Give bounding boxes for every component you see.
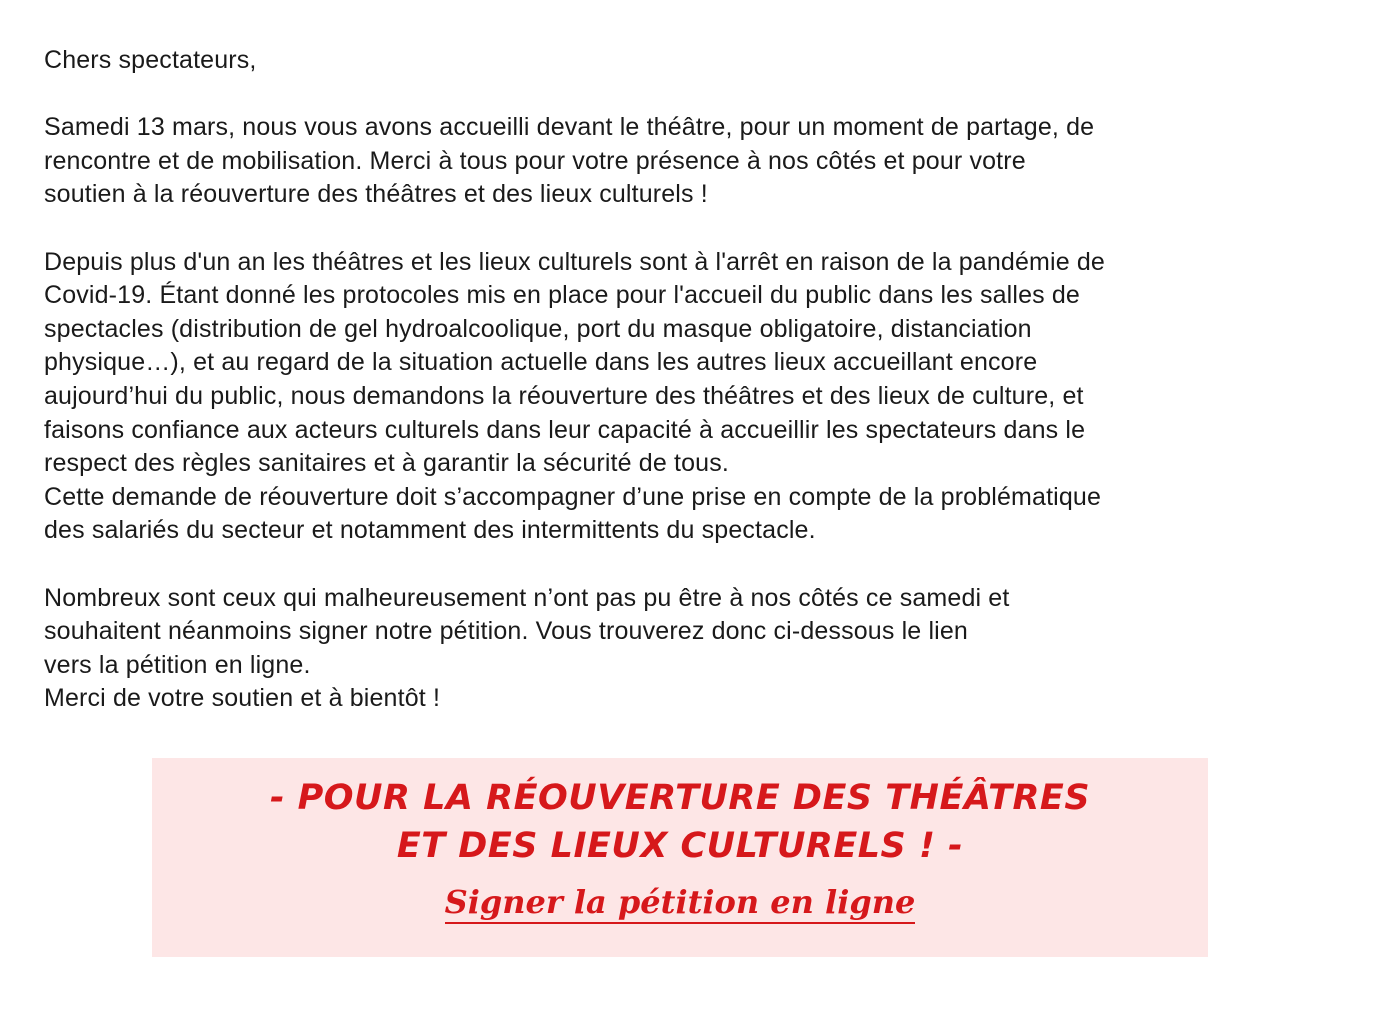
- paragraph-line: aujourd’hui du public, nous demandons la réouverture des théâtres et des lieux de culture, et: [44, 381, 1084, 410]
- paragraph-line: vers la pétition en ligne.: [44, 650, 311, 679]
- banner-title-line-2: ET DES LIEUX CULTURELS ! -: [396, 826, 964, 866]
- letter-body: [44, 44, 1344, 716]
- paragraph-line: spectacles (distribution de gel hydroalcoolique, port du masque obligatoire, distanciation: [44, 314, 1032, 343]
- paragraph-gap: [44, 78, 1344, 112]
- paragraph-gap: [44, 548, 1344, 582]
- paragraph-line: Covid-19. Étant donné les protocoles mis en place pour l'accueil du public dans les salles de: [44, 281, 1080, 310]
- petition-banner: [152, 758, 1208, 957]
- paragraph-line: physique…), et au regard de la situation actuelle dans les autres lieux accueillant encore: [44, 348, 1038, 377]
- paragraph-thanks: [44, 111, 1344, 212]
- paragraph-line: souhaitent néanmoins signer notre pétition. Vous trouverez donc ci-dessous le lien: [44, 617, 968, 646]
- banner-title: [152, 758, 1208, 870]
- paragraph-request: [44, 246, 1344, 548]
- paragraph-line: Nombreux sont ceux qui malheureusement n’ont pas pu être à nos côtés ce samedi et: [44, 583, 1010, 612]
- paragraph-line: rencontre et de mobilisation. Merci à tous pour votre présence à nos côtés et pour votre: [44, 146, 1026, 175]
- sign-petition-link[interactable]: Signer la pétition en ligne: [445, 882, 916, 924]
- paragraph-line: soutien à la réouverture des théâtres et des lieux culturels !: [44, 180, 708, 209]
- paragraph-line: respect des règles sanitaires et à garantir la sécurité de tous.: [44, 449, 729, 478]
- paragraph-line: Samedi 13 mars, nous vous avons accueilli devant le théâtre, pour un moment de partage, de: [44, 113, 1095, 142]
- paragraph-line: des salariés du secteur et notamment des intermittents du spectacle.: [44, 516, 816, 545]
- paragraph-gap: [44, 212, 1344, 246]
- paragraph-line: faisons confiance aux acteurs culturels dans leur capacité à accueillir les spectateurs dans le: [44, 415, 1086, 444]
- closing-line: Merci de votre soutien et à bientôt !: [44, 684, 441, 713]
- greeting-text: Chers spectateurs,: [44, 46, 257, 74]
- greeting: [44, 44, 1344, 78]
- banner-title-line-1: - POUR LA RÉOUVERTURE DES THÉÂTRES: [269, 778, 1091, 818]
- paragraph-petition: [44, 582, 1344, 716]
- paragraph-line: Cette demande de réouverture doit s’accompagner d’une prise en compte de la problématique: [44, 482, 1102, 511]
- paragraph-line: Depuis plus d'un an les théâtres et les lieux culturels sont à l'arrêt en raison de la pandémie de: [44, 247, 1105, 276]
